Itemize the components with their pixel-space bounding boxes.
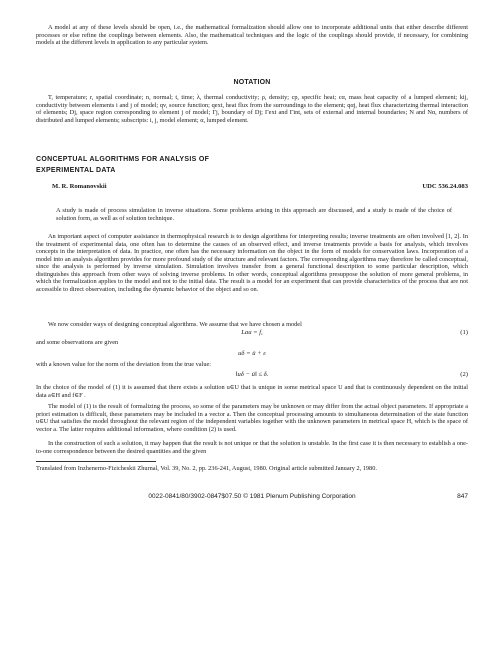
article-title-line-2: EXPERIMENTAL DATA: [36, 167, 116, 174]
notation-body: T, temperature; r, spatial coordinate; n, normal; t, time; λ, thermal conductivity; ρ, density; cp, specific heat; cα, mass heat capacity of a lumped element; kij, conductivity between elements i and j of model; qv, source function; qext, heat flux from the surroundings to the element; qαj, heat flux characterizing thermal interaction of elements; Dj, space region corresponding to element j of model; Γj, boundary of Dj; Γext and Γint, sets of external and internal boundaries; N and Nα, numbers of distributed and lumped elements; subscripts: i, j, model element; α, lumped element.: [36, 94, 468, 124]
body-paragraph-3: In the choice of the model of (1) it is assumed that there exists a solution u∈U that is unique in some metrical space U and that is continuously dependent on the initial data a∈H and f∈F .: [36, 384, 468, 399]
page-number: 847: [457, 493, 468, 500]
body-paragraph-1: An important aspect of computer assistance in thermophysical research is to design algorithms for interpreting results; inverse treatments are often involved [1, 2]. In the treatment of experimental data, one often has to determine the causes of an observed effect, and inverse treatments provide a basis for analysis, which involves concepts in the interpretation of data. In practice, one often has the necessary information on the object in the form of models for conservation laws. Incorporation of a model into an analysis algorithm provides for more profound study of the structure and relevant factors. The corresponding algorithms may therefore be called conceptual, since the analysis is performed by inverse simulation. Simulation involves transfer from a general functional description to some particular description, which distinguishes this approach from other ways of solving inverse problems. In other words, conceptual algorithms presuppose the solution of more general problems, in which the formalization applies to the model and not to the initial data. The result is a model for an experiment that can provide characteristics of the process that are not accessible to direct observation, including the dynamic behavior of the object and so on.: [36, 233, 468, 293]
equation-1-number: (1): [460, 329, 468, 336]
translation-footnote: Translated from Inzhenerno-Fizicheskii Zhurnal, Vol. 39, No. 2, pp. 236-241, August, 1980. Original article submitted January 2, 1980.: [36, 465, 377, 472]
article-title: [36, 154, 336, 176]
equation-2: [36, 371, 468, 380]
equation-1-body: Lau = f,: [241, 329, 263, 336]
author-name: M. R. Romanovskii: [52, 183, 107, 190]
body-paragraph-4: The model of (1) is the result of formalizing the process, so some of the parameters may be unknown or may differ from the actual object parameters. If appropriate a priori estimation is difficult, these parameters may be included in a vector a. Then the conceptual processing amounts to simultaneous determination of the state function u∈U that satisfies the model throughout the relevant region of the independent variables together with the unknown parameters in metrical space H, which is the space of vector a. The latter requires additional information, where condition (2) is used.: [36, 403, 468, 433]
intro-paragraph: A model at any of these levels should be open, i.e., the mathematical formalization should allow one to incorporate additional units that either describe different processes or else refine the couplings between elements. Also, the mathematical techniques and the logic of the couplings should provide, if necessary, for combining models at the different levels in application to any particular system.: [36, 24, 468, 47]
udc-code: UDC 536.24.083: [422, 183, 468, 190]
text-after-equation-1: and some observations are given: [36, 339, 119, 346]
publisher-code: 0022-0841/80/3902-0847$07.50 © 1981 Plenum Publishing Corporation: [148, 493, 356, 500]
equation-2-body: ‖uδ − ū‖ ≤ δ.: [235, 371, 269, 378]
body-paragraph-2: We now consider ways of designing conceptual algorithms. We assume that we have chosen a model: [48, 321, 302, 328]
text-norm: with a known value for the norm of the deviation from the true value:: [36, 361, 212, 368]
equation-observations-body: uδ = ū + ε: [238, 350, 266, 357]
footnote-rule: [36, 461, 156, 462]
notation-heading: NOTATION: [233, 79, 271, 86]
article-title-line-1: CONCEPTUAL ALGORITHMS FOR ANALYSIS OF: [36, 156, 210, 163]
equation-1: [36, 329, 468, 338]
body-paragraph-5: In the construction of such a solution, it may happen that the result is not unique or that the solution is unstable. In the first case it is then necessary to establish a one-to-one correspondence between the desired quantities and the given: [36, 440, 468, 455]
equation-observations: [36, 350, 468, 359]
abstract: A study is made of process simulation in inverse situations. Some problems arising in this approach are discussed, and a study is made of the choice of solution form, as well as of solution technique.: [56, 207, 452, 222]
equation-2-number: (2): [460, 371, 468, 378]
